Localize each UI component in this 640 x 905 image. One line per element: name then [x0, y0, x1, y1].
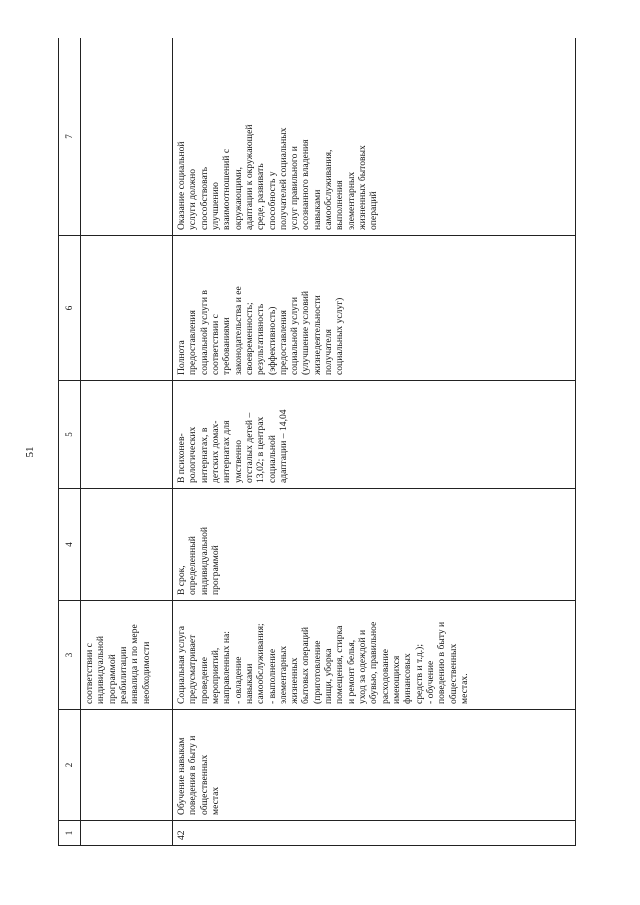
table-row-42: [173, 38, 576, 846]
quality-indicators: Полнота предоставления социальной услуги в соответствии с требованиями законодательства и ее своевременность; результативность (эффективность) предоставления социальной услуги (улучшение условий жизнедеятельности получателя социальных услуг): [173, 236, 576, 381]
service-name: Обучение навыкам поведения в быту и общественных местах: [173, 710, 576, 821]
column-number-1: 1: [59, 821, 81, 846]
continuation-cell-1: [81, 821, 173, 846]
rotated-table-container: [58, 38, 576, 846]
column-number-6: 6: [59, 236, 81, 381]
continuation-row: [81, 38, 173, 846]
service-rate: В психонев- рологических интернатах, в детских домах- интернатах для умственно отсталых детей – 13,02; в центрах социальной адаптации – 14,04: [173, 381, 576, 489]
continuation-cell-4: [81, 489, 173, 601]
services-table: [58, 38, 576, 846]
continuation-cell-7: [81, 38, 173, 236]
row-number: 42: [173, 821, 576, 846]
service-conditions: Оказание социальной услуги должно способствовать улучшению взаимоотношений с окружающими, адаптации к окружающей среде, развивать способность у получателей социальных услуг правильного и осознанного владения навыками самообслуживания, выполнения элементарных жизненных бытовых операций: [173, 38, 576, 236]
column-number-7: 7: [59, 38, 81, 236]
column-number-row: [59, 38, 81, 846]
column-number-3: 3: [59, 601, 81, 710]
continuation-cell-2: [81, 710, 173, 821]
service-description: Социальная услуга предусматривает проведение мероприятий, направленных на: - овладение навыками самообслуживания; - выполнение элементарных жизненных бытовых операций (приготовление пищи, уборка помещения, стирка и ремонт белья, уход за одеждой и обувью, правильное расходование имеющихся финансовых средств и т.д.); - обучение поведению в быту и общественных местах.: [173, 601, 576, 710]
column-number-5: 5: [59, 381, 81, 489]
rotated-table-frame: [58, 38, 576, 846]
continuation-cell-3: соответствии с индивидуальной программой реабилитации инвалида и по мере необходимости: [81, 601, 173, 710]
column-number-2: 2: [59, 710, 81, 821]
service-term: В срок, определенный индивидуальной программой: [173, 489, 576, 601]
column-number-4: 4: [59, 489, 81, 601]
continuation-cell-6: [81, 236, 173, 381]
continuation-cell-5: [81, 381, 173, 489]
page-number: 51: [24, 446, 36, 458]
